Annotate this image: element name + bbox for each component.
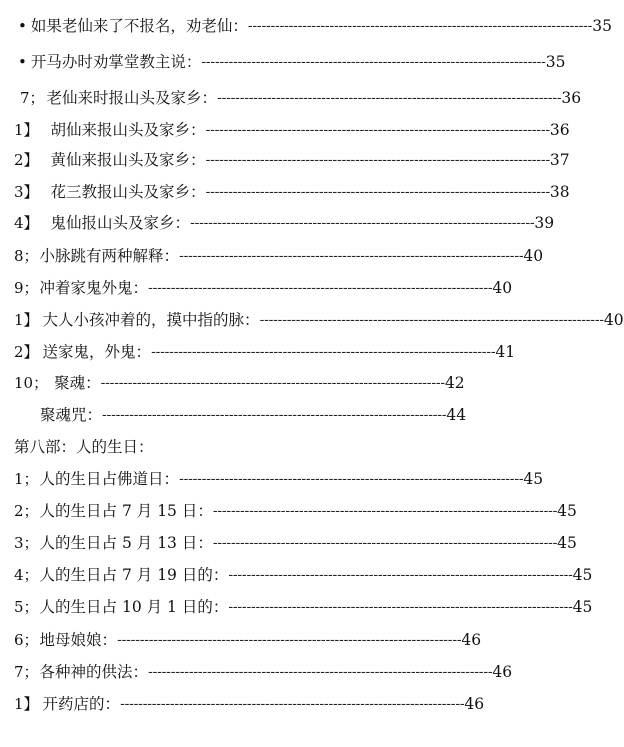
toc-entry (14, 209, 555, 237)
dot-leader: ---------------------------------------------------------------------------- (100, 375, 445, 391)
entry-title: 人的生日占 7 月 15 日： (39, 502, 213, 520)
entry-marker: • (18, 17, 27, 35)
dot-leader: ---------------------------------------------------------------------------- (201, 54, 546, 70)
dot-leader: ---------------------------------------------------------------------------- (179, 471, 524, 487)
entry-page-number: 41 (495, 343, 516, 361)
toc-entry (40, 401, 467, 429)
entry-title: 胡仙来报山头及家乡： (50, 121, 206, 139)
dot-leader: ---------------------------------------------------------------------------- (151, 344, 496, 360)
entry-page-number: 45 (572, 566, 593, 584)
entry-page-number: 36 (561, 89, 582, 107)
entry-page-number: 45 (572, 598, 593, 616)
entry-page-number: 45 (557, 502, 577, 520)
entry-marker: 8； (14, 247, 39, 265)
entry-title: 人的生日占佛道日： (39, 470, 180, 488)
dot-leader: ---------------------------------------------------------------------------- (247, 18, 593, 34)
dot-leader: ---------------------------------------------------------------------------- (205, 184, 550, 200)
entry-title: 人的生日占 5 月 13 日： (39, 534, 213, 552)
entry-title: 聚魂咒： (40, 406, 103, 424)
entry-title: 送家鬼，外鬼： (42, 343, 152, 361)
entry-title: 黄仙来报山头及家乡： (50, 151, 206, 169)
entry-marker: 4】 (14, 214, 39, 232)
toc-entry (14, 658, 513, 686)
toc-entry (14, 146, 570, 174)
entry-marker: 2】 (14, 343, 39, 361)
entry-title: 鬼仙报山头及家乡： (50, 214, 191, 232)
entry-page-number: 44 (446, 406, 467, 424)
entry-marker: • (18, 53, 27, 71)
entry-marker: 1； (14, 470, 39, 488)
entry-marker: 3】 (14, 183, 39, 201)
entry-title: 小脉跳有两种解释： (39, 247, 180, 265)
entry-page-number: 39 (534, 214, 555, 232)
entry-title: 开马办时劝掌堂教主说： (30, 53, 202, 71)
toc-entry (14, 306, 624, 334)
entry-marker: 4； (14, 566, 39, 584)
toc-entry (14, 369, 465, 397)
entry-page-number: 38 (549, 183, 570, 201)
entry-page-number: 42 (444, 374, 465, 392)
entry-page-number: 46 (461, 631, 482, 649)
entry-title: 大人小孩冲着的，摸中指的脉： (42, 311, 260, 329)
section-heading (14, 433, 314, 461)
dot-leader: ---------------------------------------------------------------------------- (148, 280, 493, 296)
toc-entry (14, 690, 485, 718)
entry-page-number: 46 (492, 663, 513, 681)
entry-title: 人的生日占 10 月 1 日的： (39, 598, 229, 616)
toc-entry (14, 465, 544, 493)
entry-marker: 7； (20, 89, 45, 107)
dot-leader: ---------------------------------------------------------------------------- (212, 503, 558, 519)
entry-marker: 1】 (14, 121, 39, 139)
toc-entry (20, 84, 582, 112)
entry-title: 地母娘娘： (39, 631, 118, 649)
entry-title: 花三教报山头及家乡： (50, 183, 206, 201)
entry-marker: 1】 (14, 695, 39, 713)
entry-title: 老仙来时报山头及家乡： (46, 89, 218, 107)
dot-leader: ---------------------------------------------------------------------------- (205, 122, 550, 138)
toc-entry (18, 12, 612, 40)
entry-page-number: 35 (592, 17, 612, 35)
entry-marker: 10； (14, 374, 49, 392)
entry-marker: 3； (14, 534, 39, 552)
entry-page-number: 37 (549, 151, 570, 169)
entry-marker: 5； (14, 598, 39, 616)
dot-leader: ---------------------------------------------------------------------------- (228, 599, 573, 615)
toc-entry (18, 48, 566, 76)
section-title: 第八部：人的生日： (14, 438, 154, 456)
toc-entry (14, 561, 593, 589)
dot-leader: ---------------------------------------------------------------------------- (117, 632, 462, 648)
toc-entry (14, 593, 593, 621)
toc-entry (14, 274, 513, 302)
toc-entry (14, 497, 577, 525)
entry-title: 各种神的供法： (39, 663, 149, 681)
dot-leader: ---------------------------------------------------------------------------- (259, 312, 604, 328)
entry-title: 人的生日占 7 月 19 日的： (39, 566, 229, 584)
entry-page-number: 46 (464, 695, 485, 713)
dot-leader: ---------------------------------------------------------------------------- (102, 407, 447, 423)
entry-marker: 9； (14, 279, 39, 297)
dot-leader: ---------------------------------------------------------------------------- (148, 664, 493, 680)
toc-entry (14, 338, 516, 366)
entry-title: 冲着家鬼外鬼： (39, 279, 149, 297)
toc-entry (14, 626, 482, 654)
toc-entry (14, 116, 570, 144)
entry-page-number: 36 (549, 121, 570, 139)
toc-entry (14, 529, 577, 557)
entry-marker: 6； (14, 631, 39, 649)
dot-leader: ---------------------------------------------------------------------------- (205, 152, 550, 168)
entry-marker: 1】 (14, 311, 39, 329)
entry-marker: 2】 (14, 151, 39, 169)
entry-page-number: 45 (557, 534, 577, 552)
entry-title: 如果老仙来了不报名，劝老仙： (30, 17, 248, 35)
entry-title: 开药店的： (42, 695, 121, 713)
dot-leader: ---------------------------------------------------------------------------- (212, 535, 558, 551)
dot-leader: ---------------------------------------------------------------------------- (120, 696, 465, 712)
entry-marker: 7； (14, 663, 39, 681)
dot-leader: ---------------------------------------------------------------------------- (179, 248, 524, 264)
dot-leader: ---------------------------------------------------------------------------- (217, 90, 562, 106)
entry-page-number: 40 (523, 247, 544, 265)
toc-entry (14, 242, 544, 270)
entry-page-number: 40 (492, 279, 513, 297)
entry-page-number: 35 (545, 53, 566, 71)
entry-page-number: 45 (523, 470, 544, 488)
dot-leader: ---------------------------------------------------------------------------- (228, 567, 573, 583)
toc-entry (14, 178, 570, 206)
entry-marker: 2； (14, 502, 39, 520)
entry-title: 聚魂： (54, 374, 101, 392)
entry-page-number: 40 (603, 311, 624, 329)
dot-leader: ---------------------------------------------------------------------------- (190, 215, 535, 231)
